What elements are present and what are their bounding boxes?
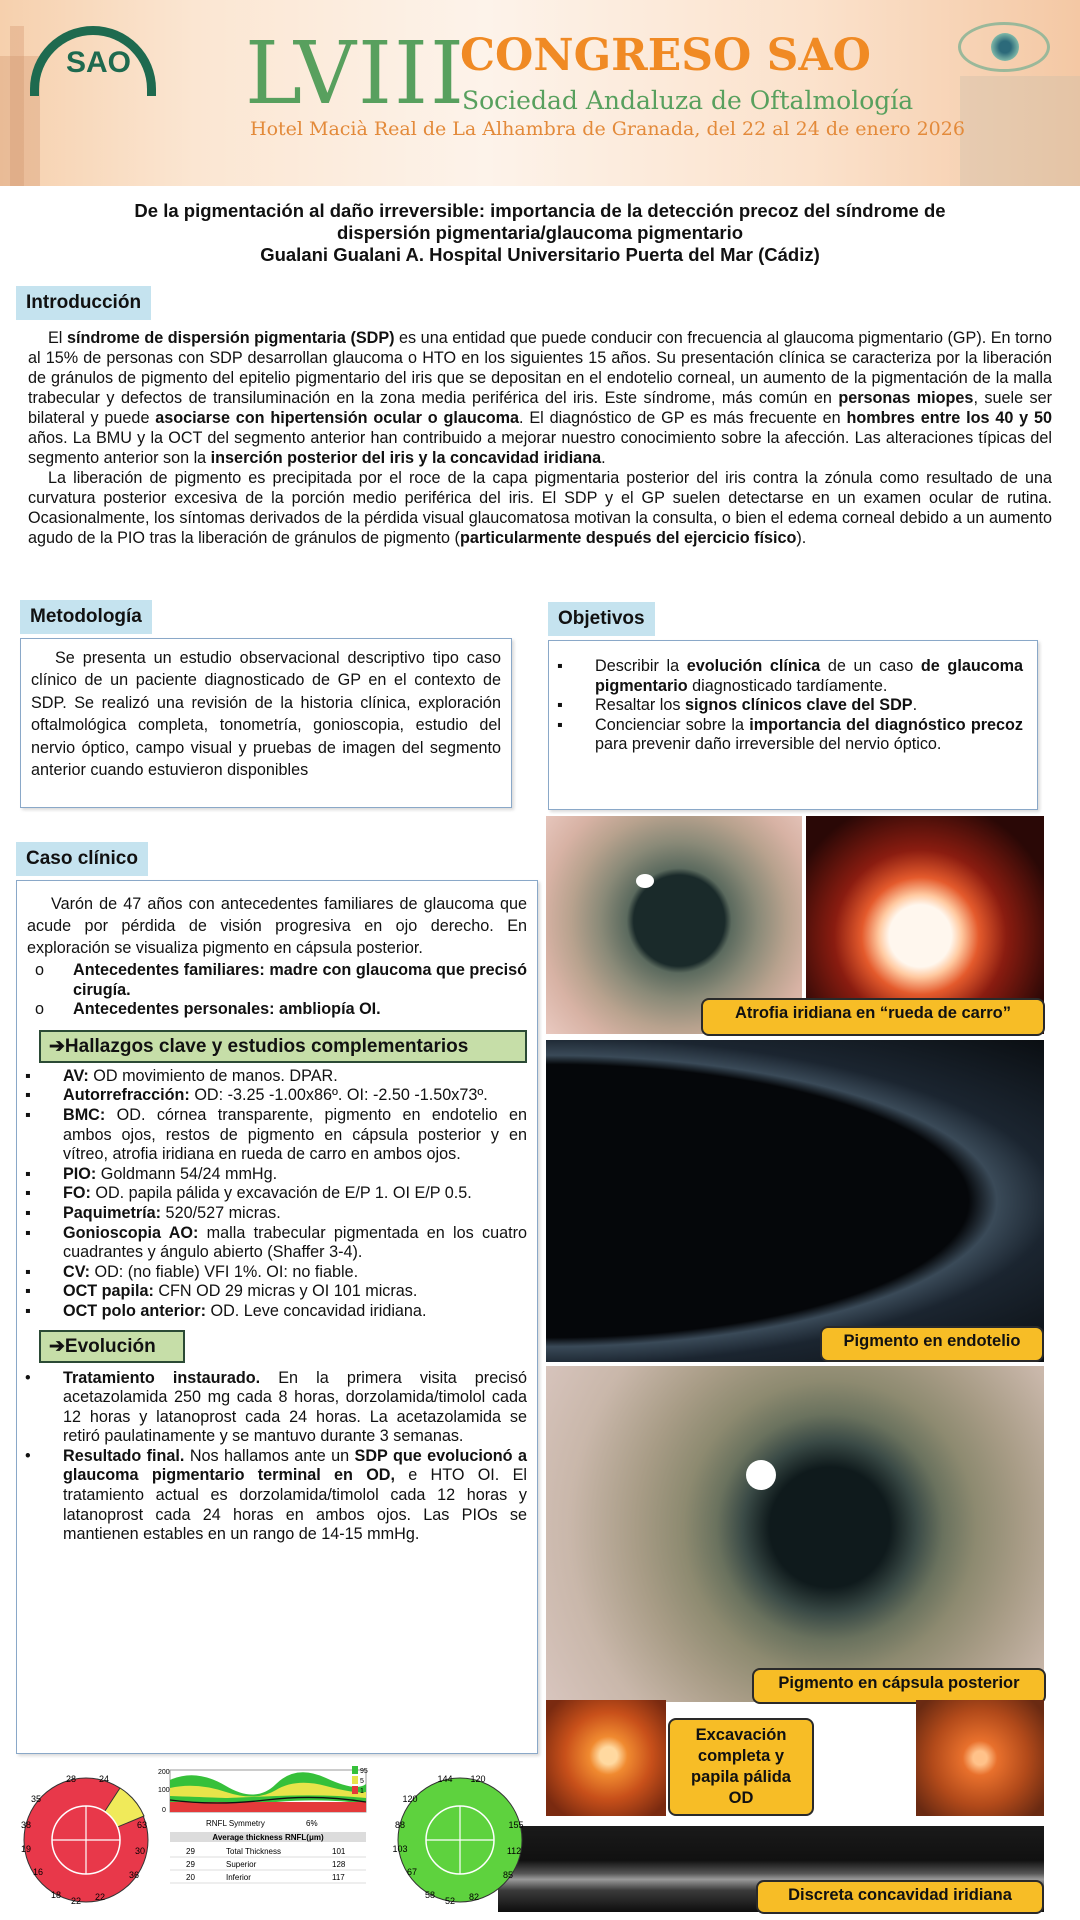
- text-run: OD. Leve concavidad iridiana.: [205, 1301, 427, 1320]
- label-capsula: Pigmento en cápsula posterior: [752, 1668, 1046, 1704]
- list-item: [17, 1165, 527, 1185]
- text-run: e HTO OI. El tratamiento actual es dorzolamida/timolol cada 12 horas y latanoprost cada 24 horas en ambos ojos. Las PIOs se mantienen estables en un rango de 14-15 mmHg.: [63, 1466, 527, 1544]
- evolucion-list: [17, 1369, 527, 1545]
- bold-text: Gonioscopia AO:: [63, 1223, 199, 1242]
- sector-value: 120: [470, 1774, 486, 1784]
- bold-text: hombres entre los 40 y 50: [846, 409, 1052, 427]
- congress-number: LVIII: [245, 24, 466, 124]
- venue-dates: Hotel Macià Real de La Alhambra de Granada, del 22 al 24 de enero 2026: [250, 118, 965, 140]
- list-item: [17, 1224, 527, 1263]
- list-item: [549, 657, 1023, 696]
- text-run: .: [601, 449, 606, 467]
- oct-sector-map-od: [16, 1770, 156, 1910]
- sector-value: 82: [468, 1892, 480, 1902]
- sao-logo-text: SAO: [66, 46, 132, 79]
- metodologia-heading: Metodología: [20, 600, 152, 634]
- text-run: .: [912, 696, 918, 715]
- text-run: OD. córnea transparente, pigmento en endotelio en ambos ojos, restos de pigmento en cápsula posterior y en vítreo, atrofia iridiana en rueda de carro en ambos ojos.: [63, 1105, 527, 1164]
- metodologia-box: [20, 638, 512, 808]
- sector-value: 35: [30, 1794, 42, 1804]
- bold-text: particularmente después del ejercicio físico: [459, 529, 797, 547]
- text-run: El: [48, 329, 67, 347]
- bullet-icon: ▪: [25, 1301, 31, 1320]
- list-item: [17, 1106, 527, 1165]
- sector-value: 144: [437, 1774, 453, 1784]
- bullet-icon: ▪: [25, 1282, 31, 1301]
- sector-value: 63: [136, 1820, 148, 1830]
- sector-value: 16: [32, 1867, 44, 1877]
- text-run: malla trabecular pigmentada en los cuatro cuadrantes y ángulo abierto (Shaffer 3-4).: [63, 1223, 527, 1262]
- bullet-icon: ▪: [25, 1203, 31, 1222]
- sector-value: 38: [20, 1820, 32, 1830]
- bullet-icon: ▪: [557, 696, 563, 715]
- bullet-icon: ▪: [25, 1164, 31, 1183]
- antecedentes-list: [27, 961, 527, 1020]
- list-item: [17, 1447, 527, 1545]
- chart-axis-100: 100: [158, 1787, 170, 1794]
- legend-5: 5: [360, 1778, 364, 1785]
- bullet-icon: ▪: [25, 1223, 31, 1242]
- bold-text: personas miopes: [838, 389, 974, 407]
- rnfl-thickness-chart: [156, 1762, 370, 1894]
- posterior-capsule-photo: [546, 1366, 1044, 1702]
- objetivos-box: [548, 640, 1038, 810]
- bullet-icon: ▪: [25, 1086, 31, 1105]
- objetivos-list: [549, 657, 1023, 755]
- sector-value: 58: [424, 1890, 436, 1900]
- item-text: Antecedentes familiares: madre con glaucoma que precisó cirugía.: [73, 961, 527, 999]
- symmetry-value: 6%: [306, 1819, 318, 1828]
- item-text: Antecedentes personales: ambliopía OI.: [73, 1000, 381, 1019]
- text-run: Describir la: [595, 657, 687, 675]
- endothelium-photo: [546, 1040, 1044, 1362]
- label-excavacion: Excavación completa y papila pálida OD: [668, 1718, 814, 1816]
- text-run: , suele ser bilateral y puede: [28, 389, 1052, 427]
- bold-text: AV:: [63, 1066, 89, 1085]
- list-item: [27, 1000, 527, 1020]
- hallazgos-heading: ➔Hallazgos clave y estudios complementarios: [39, 1030, 527, 1063]
- bold-text: Autorrefracción:: [63, 1086, 190, 1105]
- bold-text: signos clínicos clave del SDP: [684, 696, 913, 715]
- legend-95: 95: [360, 1768, 368, 1775]
- list-item: [17, 1263, 527, 1283]
- sector-value: 28: [65, 1774, 77, 1784]
- rnfl-cell: Superior: [226, 1860, 257, 1869]
- text-run: para prevenir daño irreversible del nervio óptico.: [595, 735, 942, 754]
- list-item: [27, 961, 527, 1000]
- sector-value: 67: [406, 1867, 418, 1877]
- sector-value: 18: [50, 1890, 62, 1900]
- bullet-icon: ▪: [557, 657, 563, 675]
- symmetry-label: RNFL Symmetry: [206, 1819, 265, 1828]
- intro-paragraph-2: [28, 468, 1052, 548]
- label-endotelio: Pigmento en endotelio: [820, 1326, 1044, 1362]
- label-concavidad: Discreta concavidad iridiana: [756, 1880, 1044, 1914]
- text-run: En la primera visita precisó acetazolamida 250 mg cada 8 horas, dorzolamida/timolol cada 12 horas y latanoprost cada 24 horas. La acetazolamida se retiró paulatinamente y se mantuvo durante 3 semanas.: [63, 1368, 527, 1446]
- rnfl-table-title: Average thickness RNFL(μm): [212, 1833, 324, 1842]
- sector-value: 120: [402, 1794, 418, 1804]
- rnfl-cell: 29: [186, 1860, 195, 1869]
- sector-value: 22: [70, 1896, 82, 1906]
- text-run: OD: -3.25 -1.00x86º. OI: -2.50 -1.50x73º.: [189, 1086, 488, 1105]
- bullet-icon: ▪: [25, 1105, 31, 1124]
- text-run: es una entidad que puede conducir con frecuencia al glaucoma pigmentario (GP). En torno al 15% de personas con SDP desarrollan glaucoma o HTO en los siguientes 15 años. Su presentación clínica se caracteriza por la liberación de gránulos de pigmento del epitelio pigmentario del iris que se depositan en el endotelio corneal, un aumento de la pigmentación de la malla trabecular y defectos de transiluminación en la zona media periférica del iris. Este síndrome, más común en: [28, 329, 1052, 407]
- text-run: ).: [796, 529, 807, 547]
- bullet-icon: o: [35, 1000, 45, 1019]
- bold-text: FO:: [63, 1184, 91, 1203]
- congress-title: CONGRESO SAO: [460, 30, 871, 81]
- list-item: [17, 1369, 527, 1447]
- sector-value: 103: [392, 1844, 408, 1854]
- bold-text: PIO:: [63, 1164, 97, 1183]
- sector-value: 24: [98, 1774, 110, 1784]
- text-run: OD. papila pálida y excavación de E/P 1. OI E/P 0.5.: [90, 1184, 472, 1203]
- optic-disc-photo-oi: [916, 1700, 1044, 1816]
- bold-text: OCT papila:: [63, 1282, 154, 1301]
- rnfl-cell: 29: [186, 1847, 195, 1856]
- text-run: Nos hallamos ante un: [184, 1446, 355, 1465]
- header-banner: [0, 0, 1080, 186]
- author-line: Gualani Gualani A. Hospital Universitario Puerta del Mar (Cádiz): [260, 244, 820, 265]
- sector-value: 30: [134, 1846, 146, 1856]
- bold-text: BMC:: [63, 1105, 106, 1124]
- chart-axis-0: 0: [162, 1807, 166, 1814]
- metodologia-text: Se presenta un estudio observacional descriptivo tipo caso clínico de un paciente diagnosticado de GP en el contexto de SDP. Se realizó una revisión de la historia clínica, exploración oftalmológica completa, tonometría, gonioscopia, estudio del nervio óptico, campo visual y pruebas de imagen del segmento anterior cuando estuvieron disponibles: [31, 649, 501, 780]
- legend-1: 1: [360, 1788, 364, 1795]
- bold-text: SDP que evolucionó a glaucoma pigmentario terminal en OD,: [63, 1446, 527, 1485]
- list-item: [17, 1302, 527, 1322]
- bold-text: Paquimetría:: [63, 1203, 162, 1222]
- text-run: OD: (no fiable) VFI 1%. OI: no fiable.: [89, 1262, 359, 1281]
- intro-heading: Introducción: [16, 286, 151, 320]
- text-run: Goldmann 54/24 mmHg.: [96, 1164, 278, 1183]
- rnfl-cell: Total Thickness: [226, 1847, 281, 1856]
- title-line-1: De la pigmentación al daño irreversible: importancia de la detección precoz del síndrome de: [134, 200, 946, 221]
- text-run: CFN OD 29 micras y OI 101 micras.: [153, 1282, 418, 1301]
- evolucion-heading: ➔Evolución: [39, 1330, 185, 1363]
- bold-text: Tratamiento instaurado.: [63, 1368, 261, 1387]
- rnfl-cell: Inferior: [226, 1873, 251, 1882]
- text-run: 520/527 micras.: [161, 1203, 281, 1222]
- sector-value: 52: [444, 1896, 456, 1906]
- sector-value: 112: [506, 1846, 522, 1856]
- rnfl-cell: 20: [186, 1873, 195, 1882]
- bullet-icon: o: [35, 961, 45, 979]
- oct-sector-map-oi: [390, 1770, 530, 1910]
- sector-value: 19: [20, 1844, 32, 1854]
- list-item: [17, 1184, 527, 1204]
- list-item: [549, 696, 1023, 716]
- bold-text: Resultado final.: [63, 1446, 185, 1465]
- intro-section: [28, 328, 1052, 548]
- caso-box: [16, 880, 538, 1754]
- sector-value: 88: [394, 1820, 406, 1830]
- bold-text: CV:: [63, 1262, 90, 1281]
- bullet-icon: ▪: [557, 715, 563, 734]
- sector-value: 155: [508, 1820, 524, 1830]
- text-run: La liberación de pigmento es precipitada por el roce de la capa pigmentaria posterior del iris contra la zónula como resultado de una curvatura posterior excesiva de la porción medio periférica del iris. El SDP y el GP suelen detectarse en un examen ocular de rutina. Ocasionalmente, los síntomas derivados de la pérdida visual glaucomatosa motivan la consulta, o bien el edema corneal debido a un aumento agudo de la PIO tras la liberación de gránulos de pigmento (: [28, 469, 1052, 547]
- list-item: [17, 1204, 527, 1224]
- bullet-icon: ▪: [25, 1184, 31, 1203]
- bold-text: OCT polo anterior:: [63, 1301, 206, 1320]
- objetivos-heading: Objetivos: [548, 602, 655, 636]
- sector-value: 36: [128, 1870, 140, 1880]
- text-run: años. La BMU y la OCT del segmento anterior han contribuido a mejorar nuestro conocimiento sobre la afección. Las alteraciones típicas del segmento anterior son la: [28, 429, 1052, 467]
- label-atrofia: Atrofia iridiana en “rueda de carro”: [701, 998, 1045, 1036]
- rnfl-cell: 117: [332, 1873, 345, 1882]
- list-item: [17, 1282, 527, 1302]
- list-item: [17, 1086, 527, 1106]
- sector-value: 85: [502, 1870, 514, 1880]
- sector-value: 22: [94, 1892, 106, 1902]
- text-run: OD movimiento de manos. DPAR.: [88, 1066, 338, 1085]
- rnfl-cell: 101: [332, 1847, 346, 1856]
- list-item: [549, 716, 1023, 755]
- text-run: diagnosticado tardíamente.: [687, 676, 888, 695]
- text-run: Concienciar sobre la: [595, 715, 750, 734]
- bullet-icon: •: [25, 1446, 31, 1465]
- eye-icon: [958, 22, 1050, 72]
- text-run: . El diagnóstico de GP es más frecuente en: [519, 409, 847, 427]
- bold-text: inserción posterior del iris y la concavidad iridiana: [210, 449, 602, 467]
- society-name: Sociedad Andaluza de Oftalmología: [462, 86, 914, 115]
- bullet-icon: ▪: [25, 1262, 31, 1281]
- sao-logo: [30, 26, 156, 80]
- poster-title: [40, 200, 1040, 266]
- caso-heading: Caso clínico: [16, 842, 148, 876]
- intro-paragraph-1: [28, 328, 1052, 468]
- bold-text: síndrome de dispersión pigmentaria (SDP): [66, 329, 395, 347]
- optic-disc-photo-od: [546, 1700, 666, 1816]
- caso-text: Varón de 47 años con antecedentes familiares de glaucoma que acude por pérdida de visión progresiva en ojo derecho. En exploración se visualiza pigmento en cápsula posterior.: [27, 895, 527, 957]
- bold-text: evolución clínica: [686, 657, 821, 675]
- text-run: Resaltar los: [595, 696, 685, 715]
- hallazgos-list: [17, 1067, 527, 1322]
- bullet-icon: ▪: [25, 1066, 31, 1085]
- bullet-icon: •: [25, 1368, 31, 1387]
- bold-text: de glaucoma pigmentario: [595, 657, 1023, 695]
- bold-text: asociarse con hipertensión ocular o glaucoma: [155, 409, 520, 427]
- rnfl-cell: 128: [332, 1860, 346, 1869]
- bold-text: importancia del diagnóstico precoz: [749, 715, 1024, 734]
- chart-axis-200: 200: [158, 1769, 170, 1776]
- text-run: de un caso: [820, 657, 921, 675]
- title-line-2: dispersión pigmentaria/glaucoma pigmentario: [336, 222, 744, 243]
- list-item: [17, 1067, 527, 1087]
